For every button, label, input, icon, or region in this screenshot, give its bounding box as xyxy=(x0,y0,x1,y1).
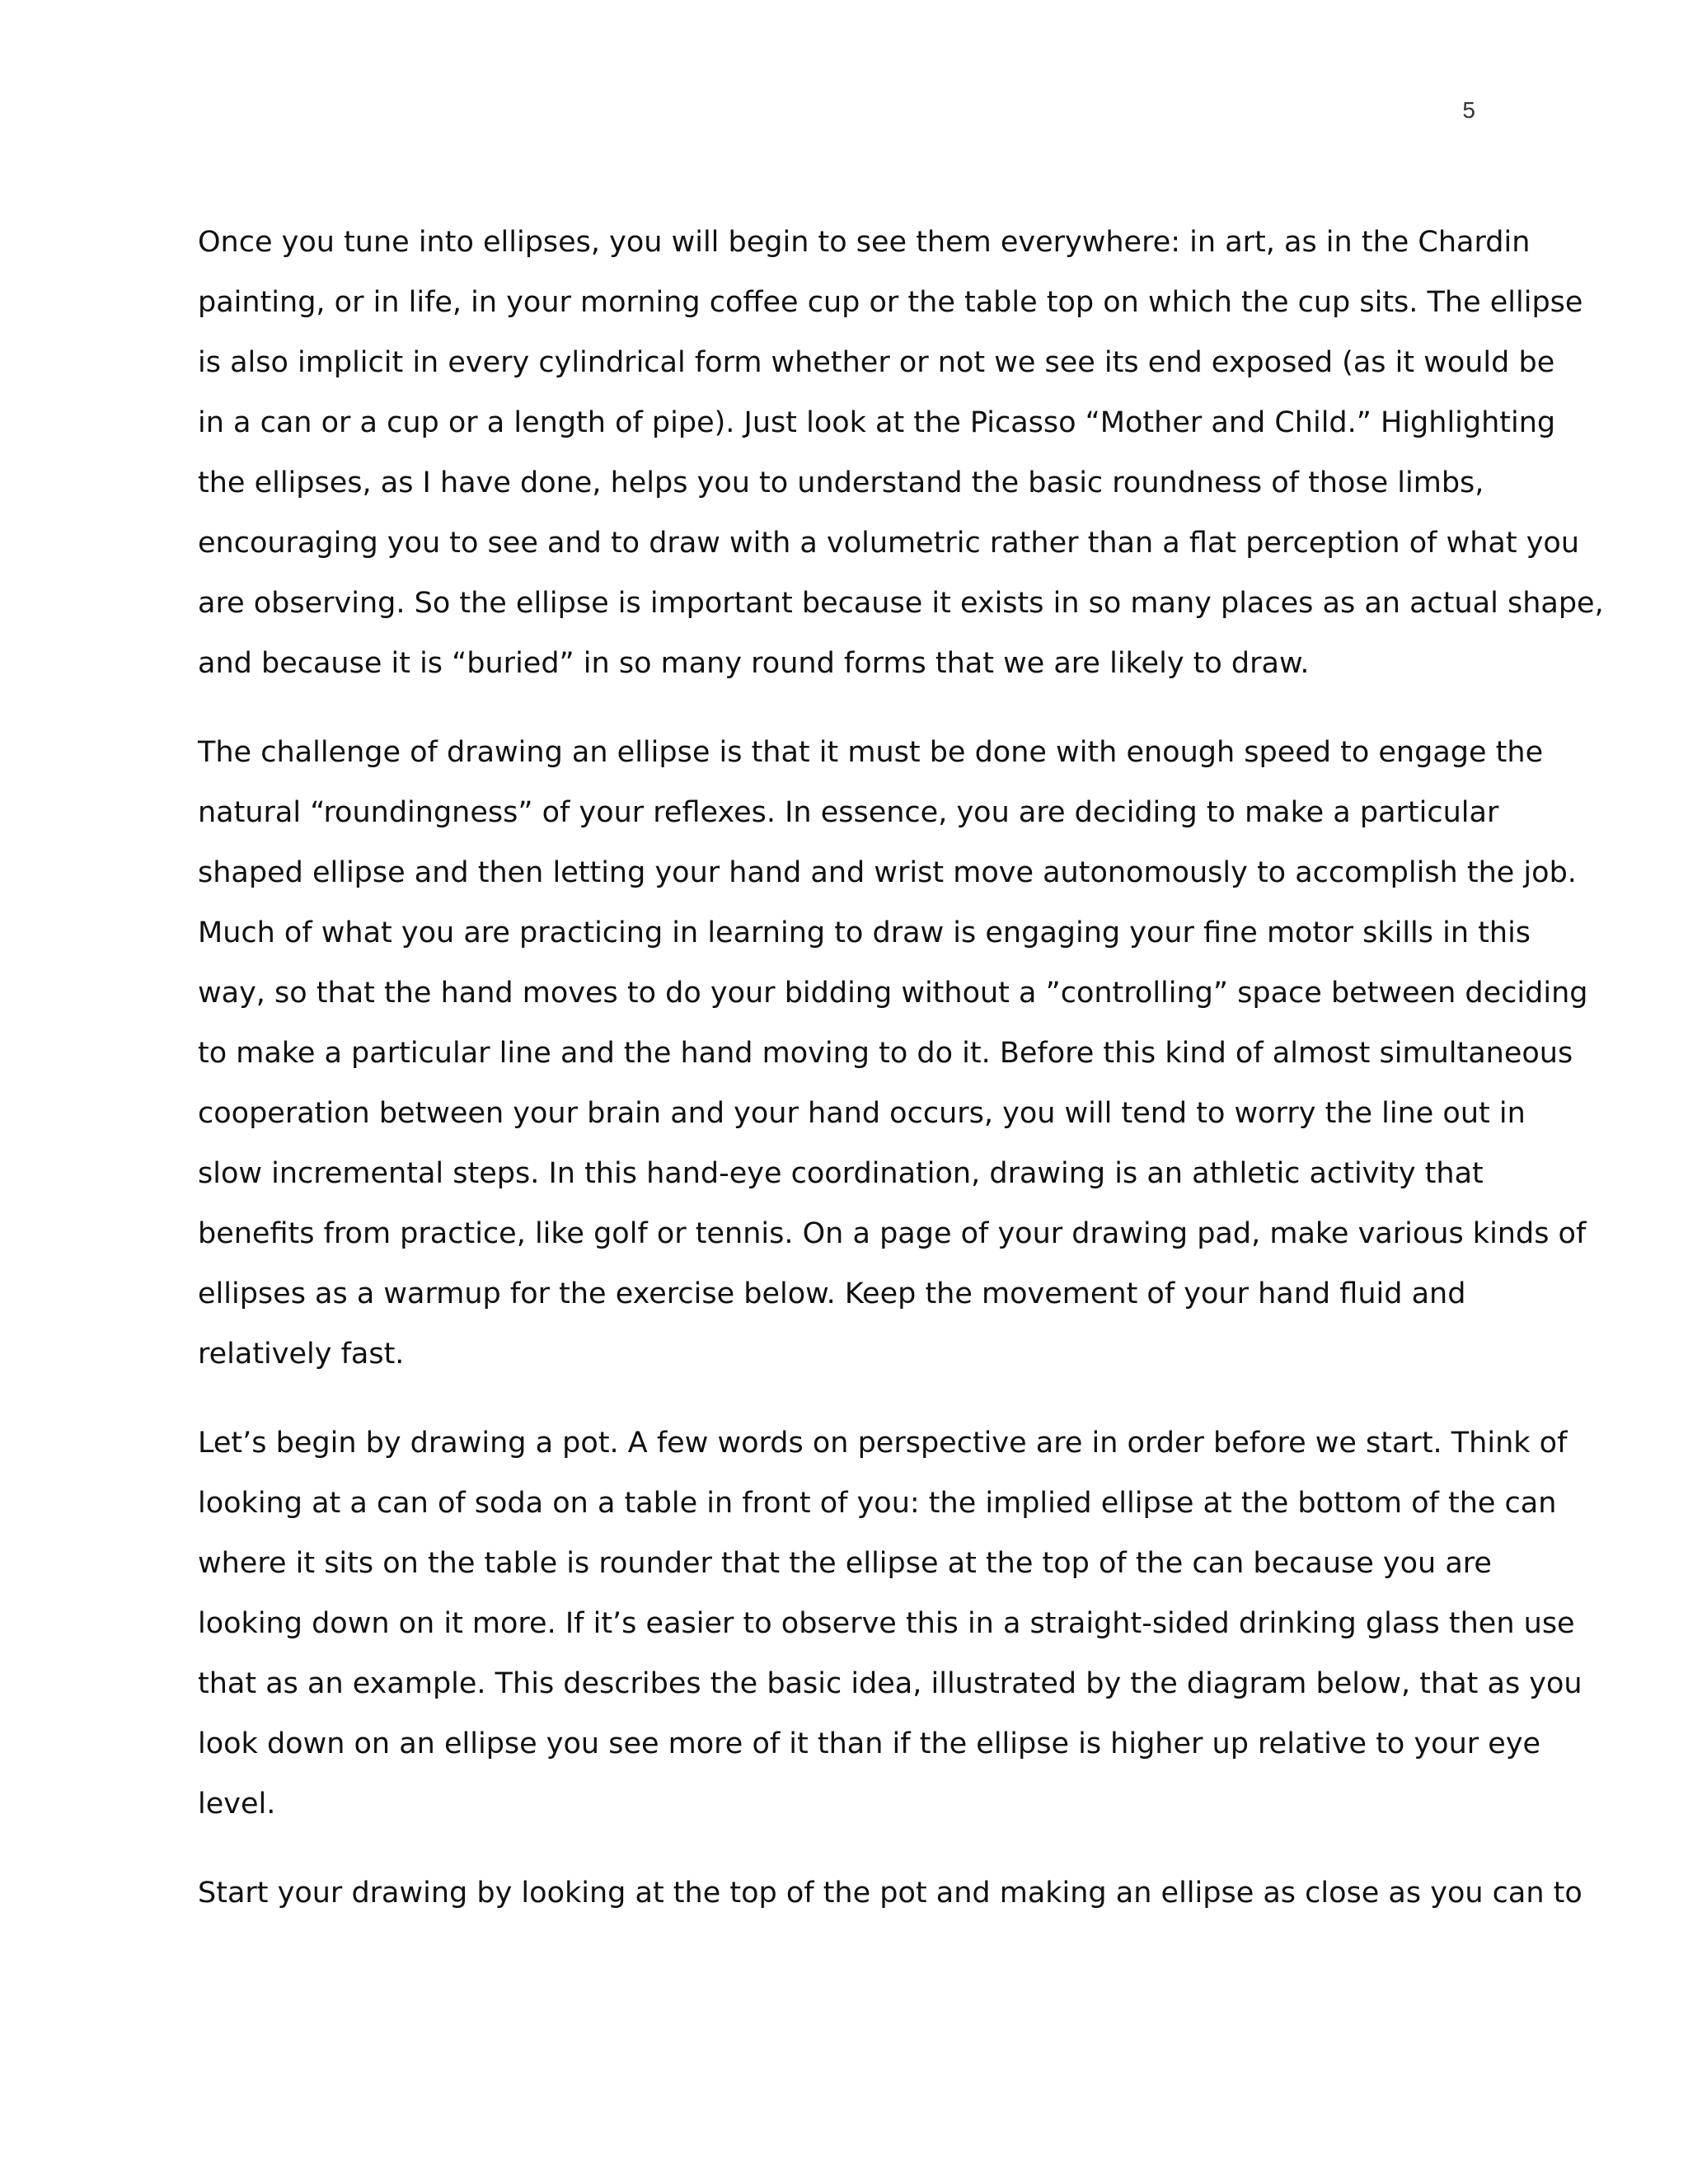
text-line: in a can or a cup or a length of pipe). Just look at the Picasso “Mother and Child.” Highlighting xyxy=(198,406,1556,439)
text-line: is also implicit in every cylindrical form whether or not we see its end exposed (as it would be xyxy=(198,346,1555,379)
body-text xyxy=(198,213,1604,1952)
text-line: are observing. So the ellipse is important because it exists in so many places as an actual shape, xyxy=(198,587,1604,620)
page-number: 5 xyxy=(1462,97,1475,123)
text-line: where it sits on the table is rounder that the ellipse at the top of the can because you are xyxy=(198,1547,1492,1580)
text-line: to make a particular line and the hand moving to do it. Before this kind of almost simultaneous xyxy=(198,1037,1573,1070)
text-line: ellipses as a warmup for the exercise below. Keep the movement of your hand fluid and xyxy=(198,1277,1466,1310)
text-line: natural “roundingness” of your reflexes. In essence, you are deciding to make a particular xyxy=(198,796,1499,829)
text-line: looking down on it more. If it’s easier to observe this in a straight-sided drinking glass then use xyxy=(198,1607,1575,1640)
text-line: relatively fast. xyxy=(198,1338,405,1371)
text-line: Once you tune into ellipses, you will begin to see them everywhere: in art, as in the Chardin xyxy=(198,226,1531,259)
text-line: painting, or in life, in your morning coffee cup or the table top on which the cup sits. The ellipse xyxy=(198,286,1583,319)
text-line: benefits from practice, like golf or tennis. On a page of your drawing pad, make various kinds of xyxy=(198,1217,1587,1250)
paragraph-drawing-a-pot xyxy=(198,1413,1582,1835)
text-line: Let’s begin by drawing a pot. A few words on perspective are in order before we start. Think of xyxy=(198,1427,1568,1460)
text-line: shaped ellipse and then letting your hand and wrist move autonomously to accomplish the job. xyxy=(198,856,1577,889)
text-line: the ellipses, as I have done, helps you to understand the basic roundness of those limbs, xyxy=(198,466,1484,499)
text-line: and because it is “buried” in so many round forms that we are likely to draw. xyxy=(198,647,1310,680)
text-line: looking at a can of soda on a table in front of you: the implied ellipse at the bottom of the can xyxy=(198,1487,1557,1520)
text-line: level. xyxy=(198,1788,276,1821)
paragraph-ellipses-everywhere xyxy=(198,213,1604,694)
text-line: Much of what you are practicing in learning to draw is engaging your fine motor skills in this xyxy=(198,916,1531,949)
paragraph-start-your-drawing xyxy=(198,1863,1582,1924)
text-line: Start your drawing by looking at the top of the pot and making an ellipse as close as you can to xyxy=(198,1877,1582,1910)
text-line: way, so that the hand moves to do your bidding without a ”controlling” space between deciding xyxy=(198,977,1588,1010)
text-line: cooperation between your brain and your hand occurs, you will tend to worry the line out in xyxy=(198,1097,1526,1130)
text-line: slow incremental steps. In this hand-eye coordination, drawing is an athletic activity that xyxy=(198,1157,1484,1190)
text-line: The challenge of drawing an ellipse is that it must be done with enough speed to engage the xyxy=(198,736,1544,769)
text-line: encouraging you to see and to draw with a volumetric rather than a flat perception of what you xyxy=(198,527,1580,560)
text-line: that as an example. This describes the basic idea, illustrated by the diagram below, that as you xyxy=(198,1667,1582,1700)
text-line: look down on an ellipse you see more of it than if the ellipse is higher up relative to your eye xyxy=(198,1727,1541,1760)
paragraph-challenge-of-drawing xyxy=(198,723,1588,1385)
